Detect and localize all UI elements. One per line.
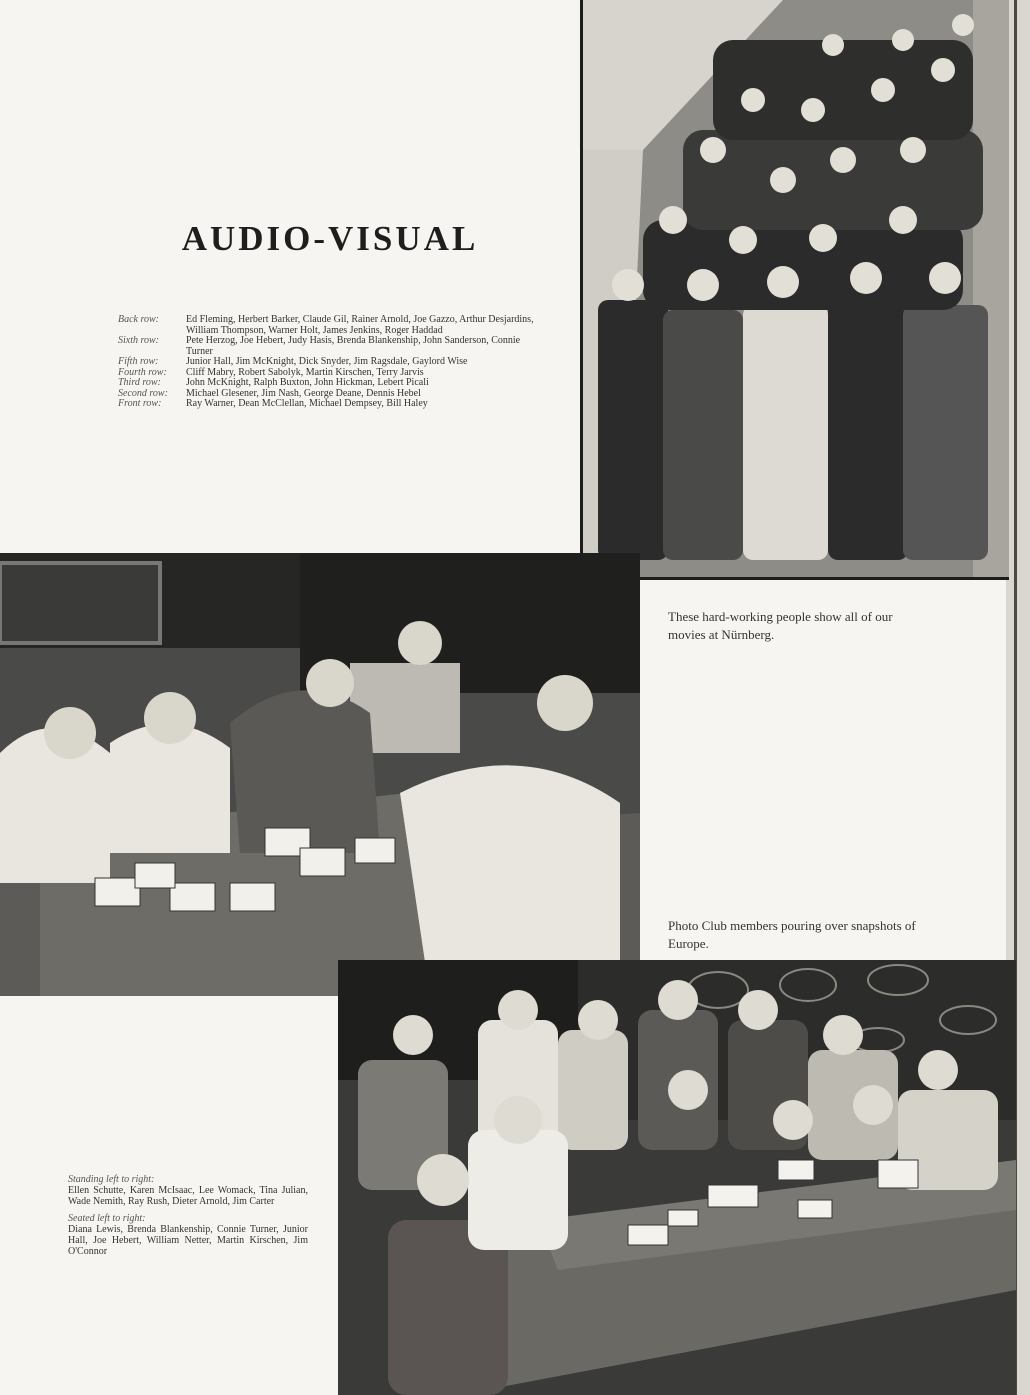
roster-row-names: Junior Hall, Jim McKnight, Dick Snyder, Jim Ragsdale, Gaylord Wise bbox=[186, 356, 468, 367]
roster-row bbox=[118, 357, 548, 368]
standing-heading: Standing left to right: bbox=[68, 1174, 155, 1185]
roster-row-names: Ed Fleming, Herbert Barker, Claude Gil, Rainer Arnold, Joe Gazzo, Arthur Desjardins, William Thompson, Warner Holt, James Jenkins, Roger Haddad bbox=[186, 314, 534, 336]
snapshots-photo bbox=[0, 553, 640, 996]
roster-row-label: Sixth row: bbox=[118, 335, 160, 346]
roster-row bbox=[118, 336, 548, 357]
roster-row-names: Pete Herzog, Joe Hebert, Judy Hasis, Brenda Blankenship, John Sanderson, Connie Turner bbox=[186, 335, 521, 357]
roster-row-label: Fourth row: bbox=[118, 366, 167, 378]
roster-row bbox=[118, 315, 548, 336]
roster-row-label: Back row: bbox=[118, 314, 160, 325]
seated-heading: Seated left to right: bbox=[68, 1213, 146, 1224]
roster-row-label: Second row: bbox=[118, 387, 168, 399]
photo-club-meeting-photo bbox=[338, 960, 1016, 1395]
roster-row-names: Michael Glesener, Jim Nash, George Deane, Dennis Hebel bbox=[186, 387, 421, 399]
caption-movies: These hard-working people show all of our movies at Nürnberg. bbox=[668, 609, 893, 642]
standing-names: Ellen Schutte, Karen McIsaac, Lee Womack, Tina Julian, Wade Nemith, Ray Rush, Dieter Arnold, Jim Carter bbox=[68, 1185, 308, 1207]
staircase-group-photo bbox=[580, 0, 1009, 580]
seated-names: Diana Lewis, Brenda Blankenship, Connie Turner, Junior Hall, Joe Hebert, William Netter, Martin Kirschen, Jim O'Connor bbox=[68, 1224, 308, 1257]
roster-row-label: Third row: bbox=[118, 377, 161, 388]
roster-row bbox=[118, 378, 548, 389]
page-title: AUDIO-VISUAL bbox=[181, 219, 479, 259]
photo-club-credits bbox=[68, 1174, 308, 1257]
roster-list bbox=[118, 315, 548, 410]
roster-row-label: Front row: bbox=[118, 398, 162, 409]
roster-row bbox=[118, 399, 548, 410]
roster-row-names: Cliff Mabry, Robert Sabolyk, Martin Kirschen, Terry Jarvis bbox=[186, 366, 424, 378]
roster-row-names: John McKnight, Ralph Buxton, John Hickman, Lebert Picali bbox=[186, 377, 429, 388]
roster-row-label: Fifth row: bbox=[118, 356, 159, 367]
roster-row-names: Ray Warner, Dean McClellan, Michael Dempsey, Bill Haley bbox=[186, 398, 428, 409]
caption-photo-club: Photo Club members pouring over snapshots of Europe. bbox=[668, 918, 916, 951]
